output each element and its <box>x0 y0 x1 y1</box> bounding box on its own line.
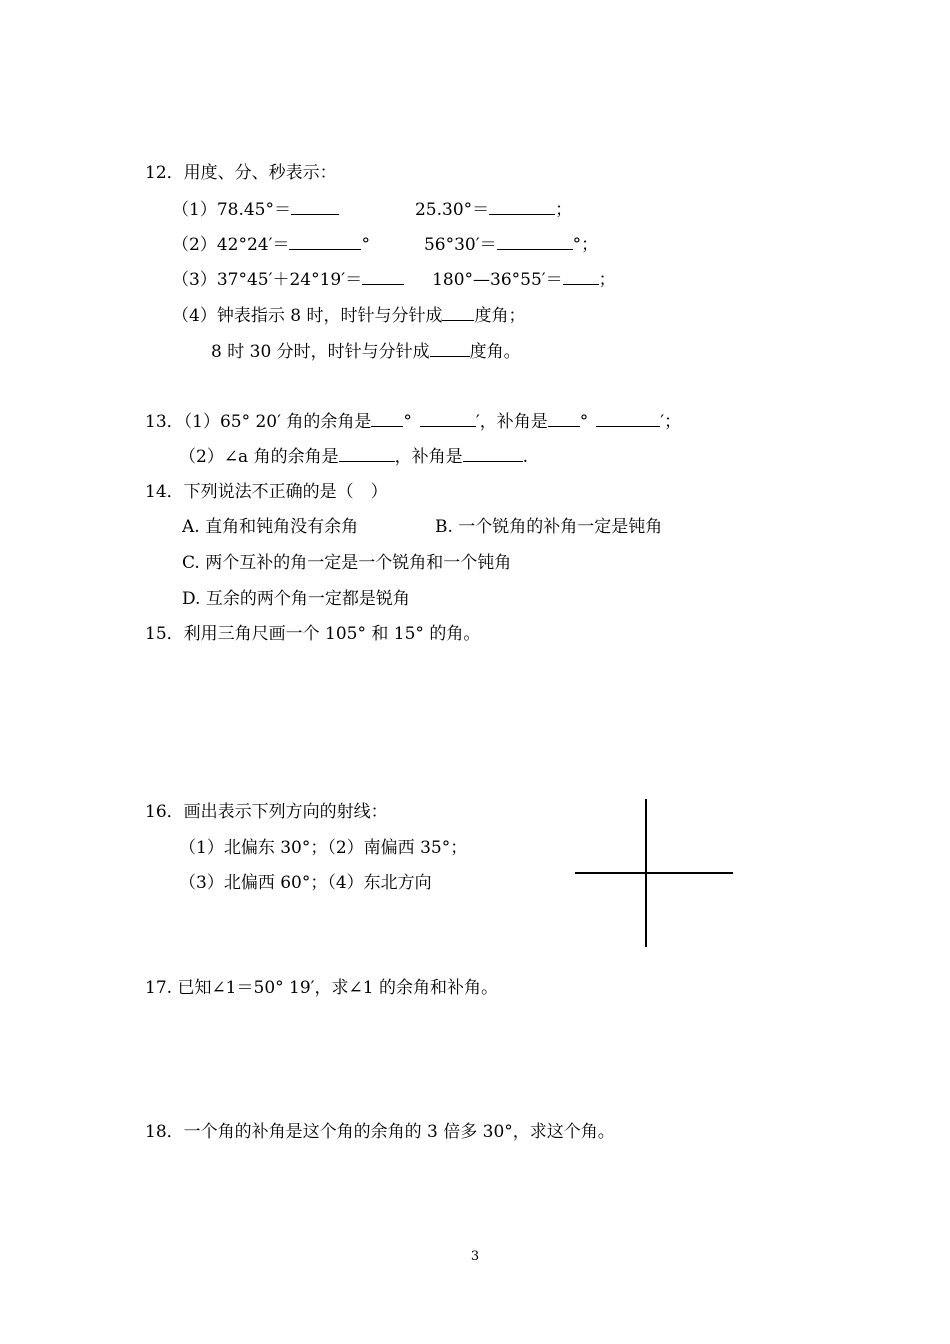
answer-blank[interactable] <box>362 268 404 285</box>
q12-title: 12．用度、分、秒表示： <box>145 163 337 183</box>
q14-option-b: B. 一个锐角的补角一定是钝角 <box>435 517 663 537</box>
answer-blank[interactable] <box>430 340 470 357</box>
answer-blank[interactable] <box>548 410 580 427</box>
compass-horizontal-axis <box>575 872 733 874</box>
answer-blank[interactable] <box>563 268 599 285</box>
q13-line2: （2）∠a 角的余角是 ，补角是 . <box>179 447 529 467</box>
q14-option-a: A. 直角和钝角没有余角 <box>182 517 359 537</box>
q12-line1: （1）78.45°＝ 25.30°＝ ； <box>172 200 573 220</box>
answer-blank[interactable] <box>489 198 555 215</box>
answer-blank[interactable] <box>596 410 660 427</box>
q14-option-d: D. 互余的两个角一定都是锐角 <box>182 589 410 609</box>
page-number: 3 <box>470 1249 480 1264</box>
q13-line1: 13．（1）65° 20′ 角的余角是 ° ′，补角是 ° ′； <box>145 412 682 432</box>
answer-blank[interactable] <box>371 410 403 427</box>
answer-blank[interactable] <box>442 304 474 321</box>
answer-blank[interactable] <box>291 198 339 215</box>
answer-blank[interactable] <box>289 233 361 250</box>
answer-blank[interactable] <box>420 410 476 427</box>
answer-blank[interactable] <box>463 445 523 462</box>
q15-title: 15．利用三角尺画一个 105° 和 15° 的角。 <box>145 624 481 644</box>
q14-title: 14．下列说法不正确的是（ ） <box>145 482 388 502</box>
q12-line2: （2）42°24′＝ ° 56°30′＝ °； <box>172 235 599 255</box>
q16-line2: （3）北偏西 60°；（4）东北方向 <box>179 873 432 893</box>
q14-option-c: C. 两个互补的角一定是一个锐角和一个钝角 <box>182 553 512 573</box>
answer-blank[interactable] <box>339 445 395 462</box>
q16-line1: （1）北偏东 30°；（2）南偏西 35°； <box>179 838 468 858</box>
q12-line3: （3）37°45′＋24°19′＝ 180°—36°55′＝ ； <box>172 270 616 290</box>
q12-line5: 8 时 30 分时，时针与分针成 度角。 <box>211 342 521 362</box>
q12-line4: （4）钟表指示 8 时，时针与分针成 度角； <box>172 306 526 326</box>
q17-title: 17. 已知∠1＝50° 19′，求∠1 的余角和补角。 <box>145 978 498 998</box>
q16-title: 16．画出表示下列方向的射线： <box>145 802 388 822</box>
answer-blank[interactable] <box>497 233 573 250</box>
q18-title: 18．一个角的补角是这个角的余角的 3 倍多 30°，求这个角。 <box>145 1122 615 1142</box>
